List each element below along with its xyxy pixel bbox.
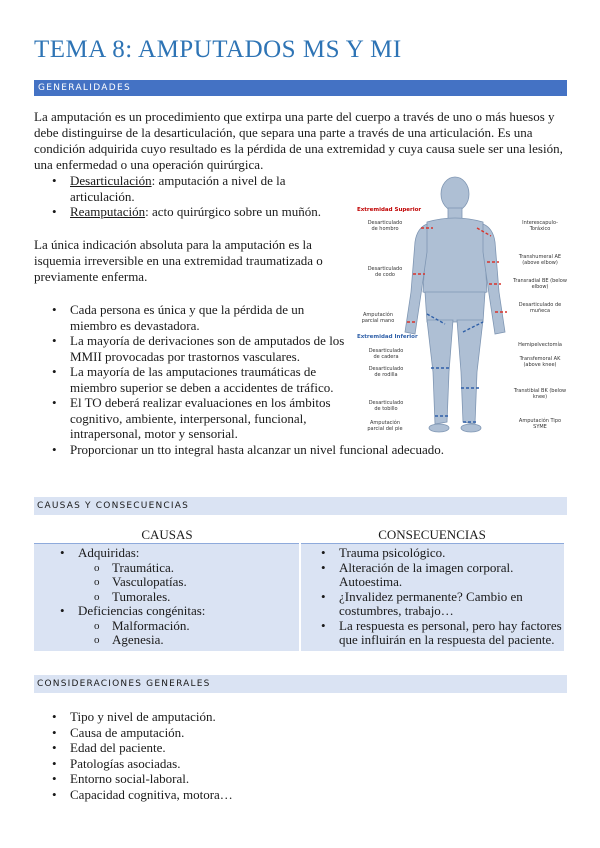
list-item: • Cada persona es única y que la pérdida de un miembro es devastadora.: [50, 302, 350, 333]
term-reamputacion: Reamputación: [70, 204, 146, 219]
list-item: o Agenesia.: [34, 633, 299, 648]
list-item: • La mayoría de derivaciones son de amputados de los MMII provocadas por trastornos vasculares.: [50, 333, 350, 364]
figure-label: Amputación parcial mano: [361, 312, 395, 324]
list-item: o Malformación.: [34, 619, 299, 634]
list-item: • Edad del paciente.: [50, 740, 450, 756]
causas-cell: [34, 544, 300, 651]
list-item: • Entorno social-laboral.: [50, 771, 450, 787]
figure-label: Interescapulo-Toráxico: [522, 220, 558, 232]
list-item: • Trauma psicológico.: [295, 546, 564, 561]
list-item: • Patologías asociadas.: [50, 756, 450, 772]
figure-label: Desarticulado de hombro: [367, 220, 403, 232]
list-item: • Alteración de la imagen corporal. Autoestima.: [295, 561, 564, 590]
list-item: • Causa de amputación.: [50, 725, 450, 741]
definition-text: : acto quirúrgico sobre un muñón.: [145, 204, 322, 219]
list-item: o Tumorales.: [34, 590, 299, 605]
definitions-list: [50, 173, 340, 220]
section-heading-consideraciones: CONSIDERACIONES GENERALES: [34, 675, 567, 693]
list-item: • Tipo y nivel de amputación.: [50, 709, 450, 725]
figure-label: Hemipelvectomía: [518, 342, 562, 348]
list-item: o Vasculopatías.: [34, 575, 299, 590]
list-item: [50, 204, 340, 220]
causas-consecuencias-table: [34, 527, 564, 651]
list-item: • Proporcionar un tto integral hasta alcanzar un nivel funcional adecuado.: [50, 442, 530, 458]
list-item: • Adquiridas:: [34, 546, 299, 561]
figure-upper-heading: Extremidad Superior: [357, 207, 422, 213]
consideraciones-list: [50, 709, 450, 802]
list-item: • Deficiencias congénitas:: [34, 604, 299, 619]
page-title: TEMA 8: AMPUTADOS MS Y MI: [34, 36, 402, 63]
indication-paragraph: La única indicación absoluta para la amputación es la isquemia irreversible en una extremidad traumatizada o previamente enferma.: [34, 237, 323, 284]
figure-label: Desarticulado de rodilla: [368, 366, 404, 378]
figure-label: Amputación Tipo SYME: [518, 418, 562, 430]
section-heading-generalidades: GENERALIDADES: [34, 80, 567, 96]
figure-label: Transradial BE (below elbow): [513, 278, 567, 290]
consecuencias-cell: [300, 544, 564, 651]
list-item: [50, 173, 340, 204]
list-item: o Traumática.: [34, 561, 299, 576]
list-item: • La mayoría de las amputaciones traumáticas de miembro superior se deben a accidentes de tráfico.: [50, 364, 350, 395]
figure-label: Amputación parcial del pie: [367, 420, 403, 432]
figure-label: Transfemoral AK (above knee): [519, 356, 561, 368]
column-header-causas: CAUSAS: [34, 527, 300, 544]
list-item: • ¿Invalidez permanente? Cambio en costumbres, trabajo…: [295, 590, 564, 619]
column-header-consecuencias: CONSECUENCIAS: [300, 527, 564, 544]
list-item: • La respuesta es personal, pero hay factores que influirán en la respuesta del paciente.: [295, 619, 564, 648]
figure-label: Transtibial BK (below knee): [513, 388, 567, 400]
amputation-levels-figure: [355, 172, 568, 442]
list-item: • Capacidad cognitiva, motora…: [50, 787, 450, 803]
intro-paragraph: La amputación es un procedimiento que extirpa una parte del cuerpo a través de uno o más huesos y debe distinguirse de la desarticulación, que separa una parte a través de una articulación. Es una condición adquirida cuyo resultado es la pérdida de una extremidad y cuya causa suele ser una lesión, una enfermedad o una operación quirúrgica.: [34, 109, 563, 172]
figure-label: Desarticulado de muñeca: [518, 302, 562, 314]
figure-lower-heading: Extremidad Inferior: [357, 334, 418, 340]
figure-label: Transhumeral AE (above elbow): [518, 254, 562, 266]
figure-label: Desarticulado de tobillo: [368, 400, 404, 412]
figure-label: Desarticulado de codo: [367, 266, 403, 278]
term-desarticulacion: Desarticulación: [70, 173, 152, 188]
definition-text: : amputación a nivel de la articulación.: [70, 173, 286, 204]
list-item: • El TO deberá realizar evaluaciones en los ámbitos cognitivo, ambiente, interpersonal, funcional, intrapersonal, motor y sensorial.: [50, 395, 350, 442]
section-heading-causas: CAUSAS Y CONSECUENCIAS: [34, 497, 567, 515]
figure-label: Desarticulado de cadera: [368, 348, 404, 360]
